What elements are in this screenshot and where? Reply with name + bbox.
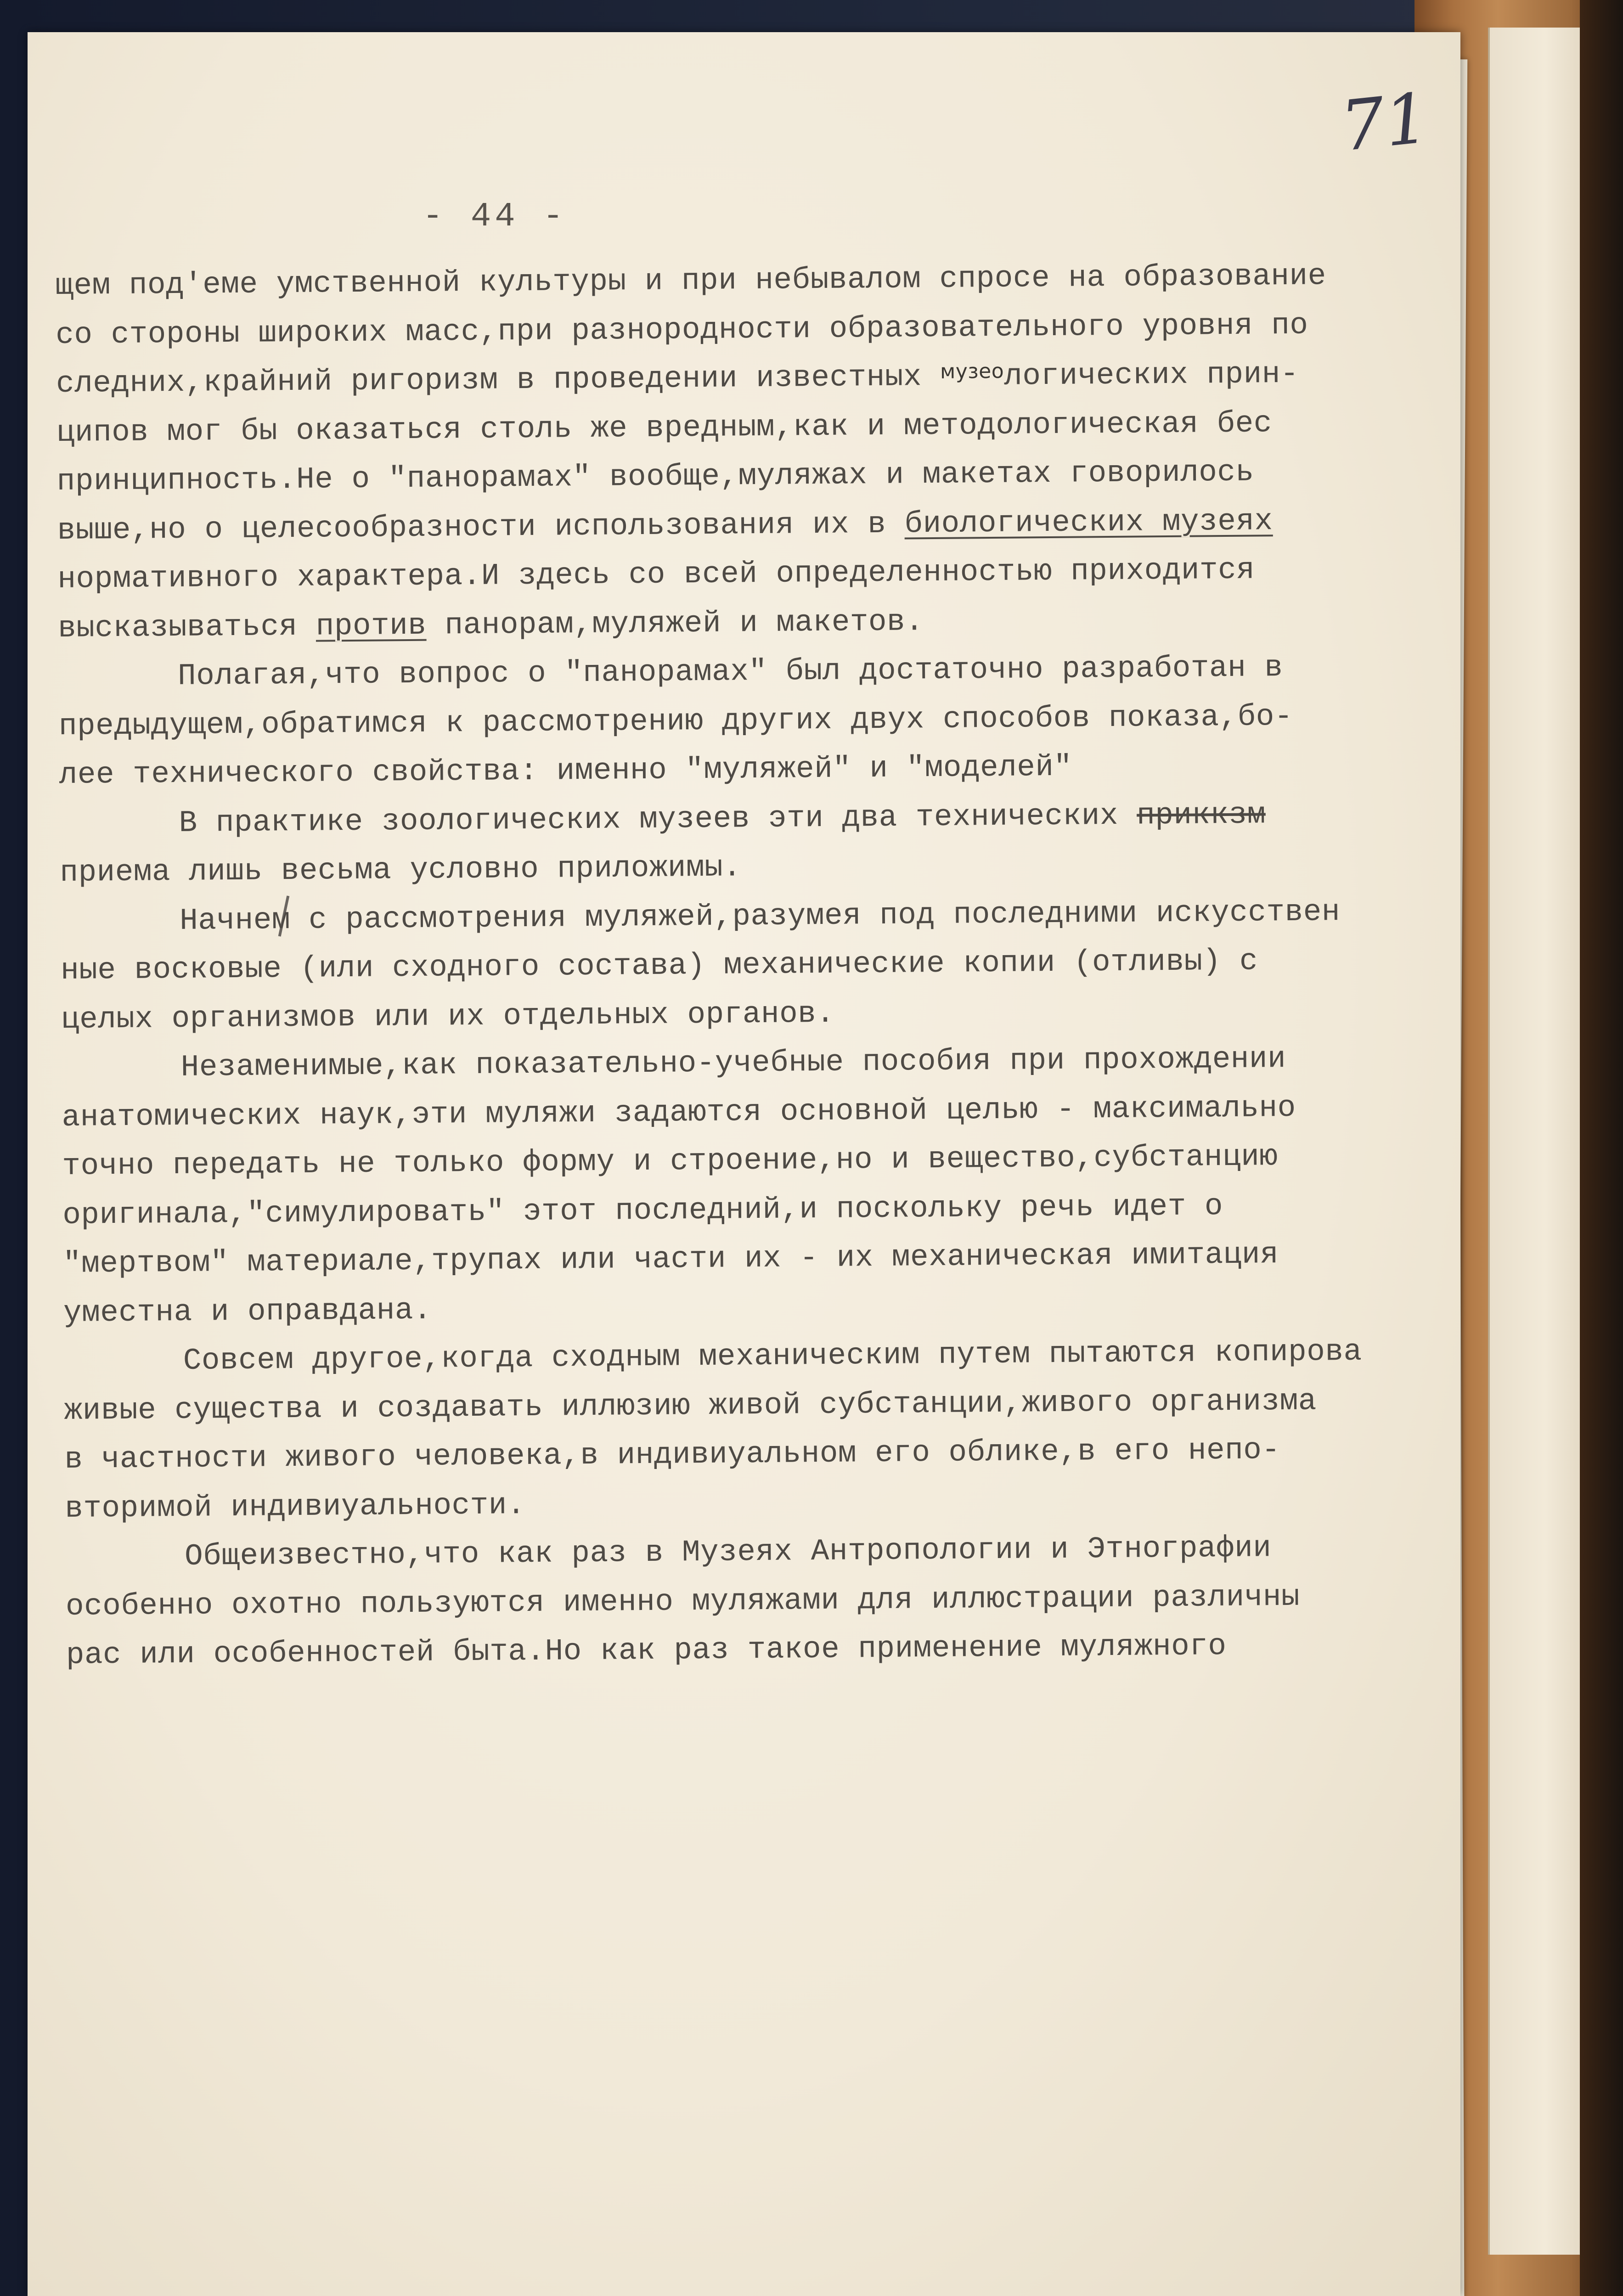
text-segment: уместна и оправдана. (63, 1293, 432, 1330)
text-segment: анатомических наук,эти муляжи задаются основной целью - максимально (62, 1090, 1296, 1135)
struck-out-word: приккзм (1136, 797, 1266, 833)
text-segment: приема лишь весьма условно приложимы. (60, 850, 742, 890)
inserted-correction: музео (940, 359, 1004, 383)
text-segment: Совсем другое,когда сходным механическим путем пытаются копирова (183, 1334, 1362, 1378)
text-segment: логических прин- (1003, 356, 1299, 394)
typed-body-text (55, 251, 1471, 1680)
text-line (66, 1620, 1471, 1680)
text-segment: Общеизвестно,что как раз в Музеях Антропологии и Этнографии (184, 1531, 1272, 1574)
text-segment: Начнем с рассмотрения муляжей,разумея под последними искусствен (179, 894, 1341, 938)
text-segment: в частности живого человека,в индивиуальном его облике,в его непо- (64, 1433, 1280, 1477)
text-segment: нормативного характера.И здесь со всей определенностью приходится (57, 552, 1255, 597)
text-segment: ципов мог бы оказаться столь же вредным,как и методологическая бес (56, 405, 1273, 450)
text-segment: со стороны широких масс,при разнородности образовательного уровня по (55, 308, 1308, 352)
text-segment: особенно охотно пользуются именно муляжами для иллюстрации различны (65, 1579, 1300, 1624)
text-segment: панорам,муляжей и макетов. (426, 604, 924, 643)
text-segment: вторимой индивиуальности. (65, 1487, 526, 1526)
text-segment: В практике зоологических музеев эти два технических (179, 798, 1137, 840)
handwritten-archive-number: 71 (1337, 78, 1433, 167)
text-segment: ные восковые (или сходного состава) механические копии (отливы) с (60, 944, 1258, 988)
underlined-phrase: биологических музеях (904, 503, 1273, 541)
text-segment: рас или особенностей быта.Но как раз такое применение муляжного (66, 1629, 1227, 1672)
text-segment: принципность.Не о "панорамах" вообще,муляжах и макетах говорилось (56, 455, 1254, 499)
text-segment: Полагая,что вопрос о "панорамах" был достаточно разработан в (177, 650, 1283, 693)
text-segment: живые существа и создавать иллюзию живой субстанции,живого организма (64, 1384, 1317, 1428)
text-segment: точно передать не только форму и строение,но и вещество,субстанцию (62, 1139, 1278, 1183)
text-segment: выше,но о целесообразности использования их в (57, 506, 905, 548)
text-segment: щем под'еме умственной культуры и при небывалом спросе на образование (55, 259, 1326, 303)
page-number: - 44 - (423, 197, 567, 236)
folder-spine (1580, 0, 1623, 2296)
text-segment: Незаменимые,как показательно-учебные пособия при прохождении (180, 1041, 1286, 1085)
text-segment: следних,крайний ригоризм в проведении известных (56, 359, 941, 401)
text-segment: оригинала,"симулировать" этот последний,и поскольку речь идет о (62, 1188, 1223, 1232)
text-segment: "мертвом" материале,трупах или части их - их механическая имитация (62, 1237, 1279, 1281)
text-segment: предыдущем,обратимся к рассмотрению других двух способов показа,бо- (58, 699, 1293, 743)
text-segment: высказываться (57, 609, 316, 646)
typed-page (28, 32, 1460, 2296)
text-segment: целых организмов или их отдельных органов. (61, 996, 835, 1037)
underlined-phrase: против (316, 608, 427, 644)
text-segment: лее технического свойства: именно "муляжей" и "моделей" (59, 749, 1072, 792)
